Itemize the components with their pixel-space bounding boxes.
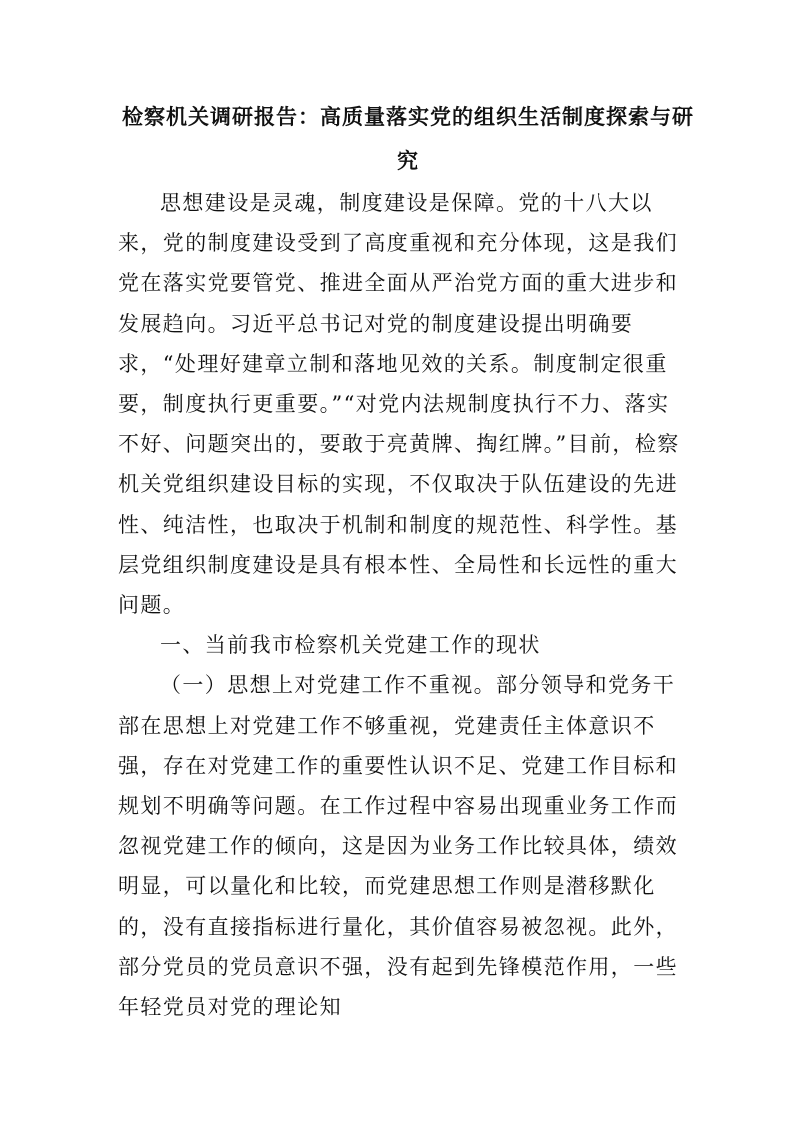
- document-body: [118, 183, 688, 1027]
- section-heading-1: 一、当前我市检察机关党建工作的现状: [160, 633, 541, 658]
- paragraph-section-1-1: （一）思想上对党建工作不重视。部分领导和党务干部在思想上对党建工作不够重视，党建责任主体意识不强，存在对党建工作的重要性认识不足、党建工作目标和规划不明确等问题。在工作过程中容易出现重业务工作而忽视党建工作的倾向，这是因为业务工作比较具体，绩效明显，可以量化和比较，而党建思想工作则是潜移默化的，没有直接指标进行量化，其价值容易被忽视。此外，部分党员的党员意识不强，没有起到先锋模范作用，一些年轻党员对党的理论知: [118, 673, 678, 1020]
- paragraph-intro: 思想建设是灵魂，制度建设是保障。党的十八大以来，党的制度建设受到了高度重视和充分体现，这是我们党在落实党要管党、推进全面从严治党方面的重大进步和发展趋向。习近平总书记对党的制度建设提出明确要求，“处理好建章立制和落地见效的关系。制度制定很重要，制度执行更重要。”“对党内法规制度执行不力、落实不好、问题突出的，要敢于亮黄牌、掏红牌。”目前，检察机关党组织建设目标的实现，不仅取决于队伍建设的先进性、纯洁性，也取决于机制和制度的规范性、科学性。基层党组织制度建设是具有根本性、全局性和长远性的重大问题。: [118, 191, 680, 618]
- document-title: 检察机关调研报告：高质量落实党的组织生活制度探索与研究: [122, 104, 694, 173]
